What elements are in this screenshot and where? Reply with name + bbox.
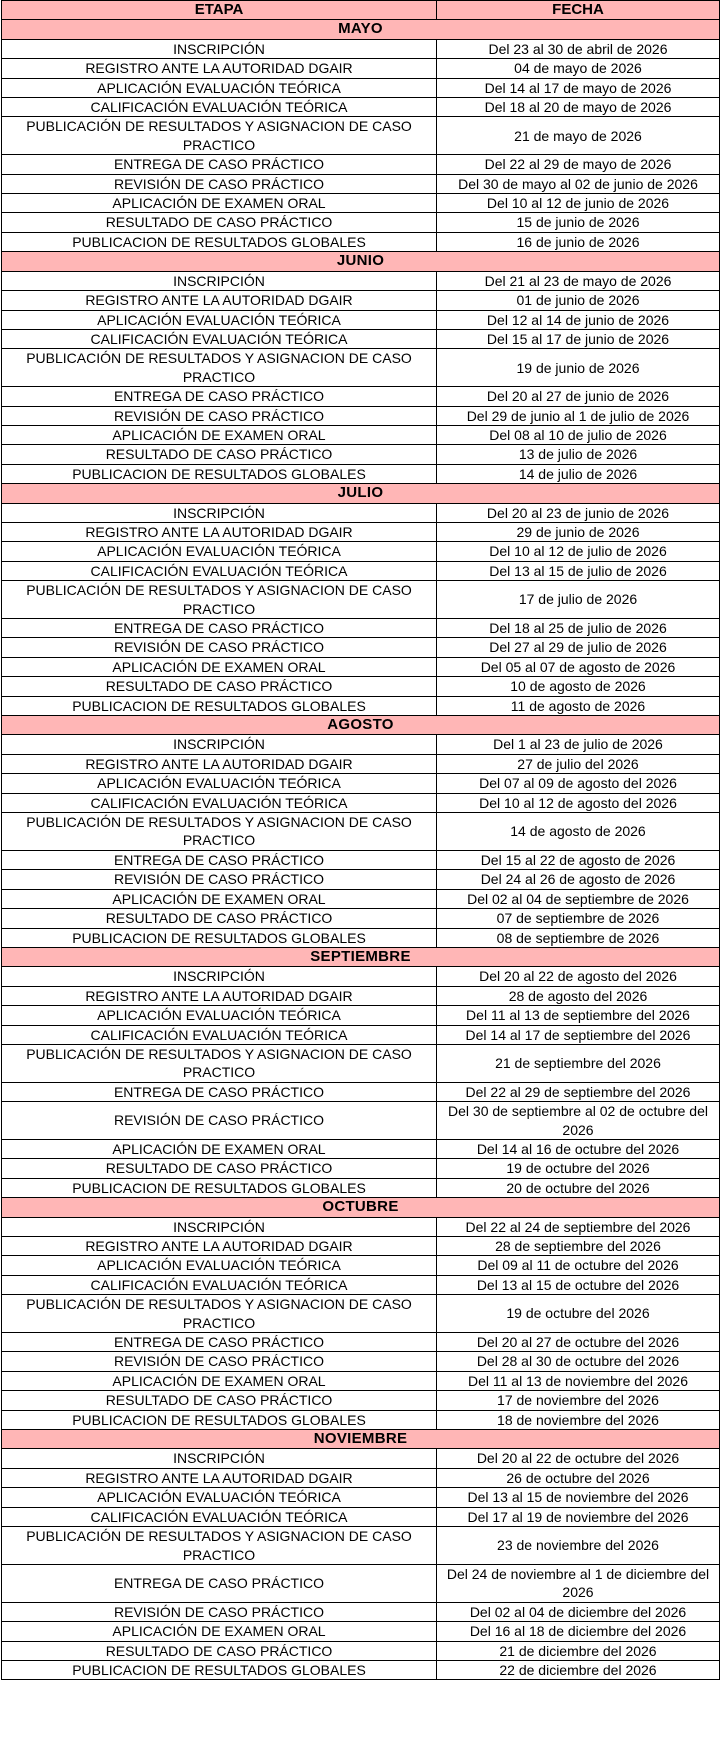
date-cell: Del 08 al 10 de julio de 2026: [437, 425, 720, 444]
date-cell: Del 20 al 22 de octubre del 2026: [437, 1449, 720, 1468]
table-row: [2, 1139, 720, 1158]
stage-cell: ENTREGA DE CASO PRÁCTICO: [2, 1333, 437, 1352]
stage-cell: REVISIÓN DE CASO PRÁCTICO: [2, 638, 437, 657]
table-row: [2, 98, 720, 117]
table-row: [2, 1641, 720, 1660]
table-row: [2, 1044, 720, 1082]
date-cell: Del 20 al 27 de octubre del 2026: [437, 1333, 720, 1352]
date-cell: Del 11 al 13 de noviembre del 2026: [437, 1371, 720, 1390]
date-cell: 19 de octubre del 2026: [437, 1295, 720, 1333]
date-cell: 18 de noviembre del 2026: [437, 1410, 720, 1429]
stage-cell: APLICACIÓN DE EXAMEN ORAL: [2, 1371, 437, 1390]
stage-cell: REGISTRO ANTE LA AUTORIDAD DGAIR: [2, 1237, 437, 1256]
stage-cell: REGISTRO ANTE LA AUTORIDAD DGAIR: [2, 1468, 437, 1487]
stage-cell: APLICACIÓN DE EXAMEN ORAL: [2, 1139, 437, 1158]
table-row: [2, 1237, 720, 1256]
stage-cell: APLICACIÓN EVALUACIÓN TEÓRICA: [2, 1488, 437, 1507]
stage-cell: PUBLICACION DE RESULTADOS GLOBALES: [2, 464, 437, 483]
table-row: [2, 425, 720, 444]
table-row: [2, 406, 720, 425]
stage-cell: ENTREGA DE CASO PRÁCTICO: [2, 155, 437, 174]
stage-cell: PUBLICACIÓN DE RESULTADOS Y ASIGNACION DE CASO PRACTICO: [2, 1527, 437, 1565]
date-cell: Del 10 al 12 de agosto del 2026: [437, 793, 720, 812]
stage-cell: PUBLICACIÓN DE RESULTADOS Y ASIGNACION DE CASO PRACTICO: [2, 117, 437, 155]
stage-cell: ENTREGA DE CASO PRÁCTICO: [2, 387, 437, 406]
table-row: [2, 619, 720, 638]
month-heading: AGOSTO: [2, 716, 720, 735]
table-row: [2, 1391, 720, 1410]
stage-cell: RESULTADO DE CASO PRÁCTICO: [2, 1641, 437, 1660]
stage-cell: CALIFICACIÓN EVALUACIÓN TEÓRICA: [2, 98, 437, 117]
table-row: [2, 310, 720, 329]
date-cell: Del 17 al 19 de noviembre del 2026: [437, 1507, 720, 1526]
date-cell: Del 29 de junio al 1 de julio de 2026: [437, 406, 720, 425]
stage-cell: CALIFICACIÓN EVALUACIÓN TEÓRICA: [2, 1275, 437, 1294]
table-row: [2, 59, 720, 78]
date-cell: 27 de julio del 2026: [437, 754, 720, 773]
date-cell: 22 de diciembre del 2026: [437, 1660, 720, 1679]
date-cell: Del 05 al 07 de agosto de 2026: [437, 657, 720, 676]
table-row: [2, 194, 720, 213]
table-row: [2, 1006, 720, 1025]
date-cell: Del 14 al 17 de mayo de 2026: [437, 78, 720, 97]
date-cell: Del 16 al 18 de diciembre del 2026: [437, 1622, 720, 1641]
date-cell: 21 de mayo de 2026: [437, 117, 720, 155]
date-cell: Del 18 al 25 de julio de 2026: [437, 619, 720, 638]
stage-cell: CALIFICACIÓN EVALUACIÓN TEÓRICA: [2, 1507, 437, 1526]
table-row: [2, 1025, 720, 1044]
stage-cell: PUBLICACIÓN DE RESULTADOS Y ASIGNACION DE CASO PRACTICO: [2, 813, 437, 851]
table-row: [2, 1602, 720, 1621]
table-row: [2, 754, 720, 773]
date-cell: 16 de junio de 2026: [437, 232, 720, 251]
stage-cell: REVISIÓN DE CASO PRÁCTICO: [2, 1102, 437, 1140]
date-cell: Del 22 al 29 de septiembre del 2026: [437, 1082, 720, 1101]
table-row: [2, 329, 720, 348]
month-heading: NOVIEMBRE: [2, 1430, 720, 1449]
header-etapa: ETAPA: [2, 1, 437, 20]
stage-cell: REVISIÓN DE CASO PRÁCTICO: [2, 1602, 437, 1621]
date-cell: 10 de agosto de 2026: [437, 677, 720, 696]
stage-cell: REVISIÓN DE CASO PRÁCTICO: [2, 870, 437, 889]
stage-cell: INSCRIPCIÓN: [2, 271, 437, 290]
table-row: [2, 1102, 720, 1140]
month-heading: OCTUBRE: [2, 1198, 720, 1217]
month-heading: SEPTIEMBRE: [2, 947, 720, 966]
table-row: [2, 793, 720, 812]
stage-cell: APLICACIÓN EVALUACIÓN TEÓRICA: [2, 310, 437, 329]
stage-cell: PUBLICACION DE RESULTADOS GLOBALES: [2, 1410, 437, 1429]
table-row: [2, 542, 720, 561]
stage-cell: APLICACIÓN DE EXAMEN ORAL: [2, 425, 437, 444]
table-row: [2, 1275, 720, 1294]
stage-cell: INSCRIPCIÓN: [2, 1217, 437, 1236]
stage-cell: REVISIÓN DE CASO PRÁCTICO: [2, 406, 437, 425]
stage-cell: REGISTRO ANTE LA AUTORIDAD DGAIR: [2, 522, 437, 541]
month-row: [2, 484, 720, 503]
table-row: [2, 677, 720, 696]
stage-cell: PUBLICACIÓN DE RESULTADOS Y ASIGNACION DE CASO PRACTICO: [2, 1044, 437, 1082]
table-row: [2, 1217, 720, 1236]
stage-cell: RESULTADO DE CASO PRÁCTICO: [2, 909, 437, 928]
date-cell: 28 de septiembre del 2026: [437, 1237, 720, 1256]
stage-cell: RESULTADO DE CASO PRÁCTICO: [2, 213, 437, 232]
date-cell: Del 30 de mayo al 02 de junio de 2026: [437, 174, 720, 193]
stage-cell: CALIFICACIÓN EVALUACIÓN TEÓRICA: [2, 1025, 437, 1044]
date-cell: Del 24 al 26 de agosto de 2026: [437, 870, 720, 889]
table-row: [2, 928, 720, 947]
date-cell: 19 de junio de 2026: [437, 349, 720, 387]
table-row: [2, 889, 720, 908]
month-row: [2, 1430, 720, 1449]
date-cell: Del 10 al 12 de julio de 2026: [437, 542, 720, 561]
date-cell: Del 22 al 29 de mayo de 2026: [437, 155, 720, 174]
stage-cell: INSCRIPCIÓN: [2, 39, 437, 58]
table-row: [2, 291, 720, 310]
month-row: [2, 20, 720, 39]
date-cell: Del 24 de noviembre al 1 de diciembre del 2026: [437, 1564, 720, 1602]
date-cell: Del 02 al 04 de diciembre del 2026: [437, 1602, 720, 1621]
stage-cell: APLICACIÓN EVALUACIÓN TEÓRICA: [2, 1006, 437, 1025]
stage-cell: CALIFICACIÓN EVALUACIÓN TEÓRICA: [2, 561, 437, 580]
stage-cell: PUBLICACION DE RESULTADOS GLOBALES: [2, 1178, 437, 1197]
table-header: [2, 1, 720, 20]
date-cell: 29 de junio de 2026: [437, 522, 720, 541]
table-row: [2, 774, 720, 793]
table-row: [2, 445, 720, 464]
month-heading: JULIO: [2, 484, 720, 503]
stage-cell: RESULTADO DE CASO PRÁCTICO: [2, 1391, 437, 1410]
table-row: [2, 1449, 720, 1468]
date-cell: 17 de julio de 2026: [437, 581, 720, 619]
date-cell: Del 15 al 22 de agosto de 2026: [437, 850, 720, 869]
schedule-table: [1, 0, 720, 1680]
date-cell: 21 de diciembre del 2026: [437, 1641, 720, 1660]
table-row: [2, 78, 720, 97]
date-cell: Del 23 al 30 de abril de 2026: [437, 39, 720, 58]
stage-cell: PUBLICACIÓN DE RESULTADOS Y ASIGNACION DE CASO PRACTICO: [2, 349, 437, 387]
month-row: [2, 947, 720, 966]
month-row: [2, 716, 720, 735]
table-row: [2, 1468, 720, 1487]
stage-cell: ENTREGA DE CASO PRÁCTICO: [2, 1564, 437, 1602]
date-cell: Del 10 al 12 de junio de 2026: [437, 194, 720, 213]
date-cell: Del 18 al 20 de mayo de 2026: [437, 98, 720, 117]
table-row: [2, 1488, 720, 1507]
date-cell: 08 de septiembre de 2026: [437, 928, 720, 947]
table-row: [2, 174, 720, 193]
date-cell: Del 14 al 17 de septiembre del 2026: [437, 1025, 720, 1044]
stage-cell: RESULTADO DE CASO PRÁCTICO: [2, 445, 437, 464]
stage-cell: APLICACIÓN EVALUACIÓN TEÓRICA: [2, 1256, 437, 1275]
date-cell: 14 de julio de 2026: [437, 464, 720, 483]
stage-cell: APLICACIÓN EVALUACIÓN TEÓRICA: [2, 78, 437, 97]
date-cell: Del 14 al 16 de octubre del 2026: [437, 1139, 720, 1158]
table-row: [2, 657, 720, 676]
month-row: [2, 252, 720, 271]
table-row: [2, 909, 720, 928]
table-row: [2, 638, 720, 657]
stage-cell: PUBLICACION DE RESULTADOS GLOBALES: [2, 928, 437, 947]
stage-cell: RESULTADO DE CASO PRÁCTICO: [2, 677, 437, 696]
date-cell: 17 de noviembre del 2026: [437, 1391, 720, 1410]
stage-cell: REGISTRO ANTE LA AUTORIDAD DGAIR: [2, 754, 437, 773]
table-row: [2, 1333, 720, 1352]
date-cell: Del 20 al 22 de agosto del 2026: [437, 967, 720, 986]
stage-cell: APLICACIÓN DE EXAMEN ORAL: [2, 889, 437, 908]
table-row: [2, 1527, 720, 1565]
date-cell: 11 de agosto de 2026: [437, 696, 720, 715]
date-cell: Del 27 al 29 de julio de 2026: [437, 638, 720, 657]
month-row: [2, 1198, 720, 1217]
stage-cell: REGISTRO ANTE LA AUTORIDAD DGAIR: [2, 291, 437, 310]
stage-cell: INSCRIPCIÓN: [2, 967, 437, 986]
stage-cell: APLICACIÓN EVALUACIÓN TEÓRICA: [2, 774, 437, 793]
table-row: [2, 1410, 720, 1429]
stage-cell: REGISTRO ANTE LA AUTORIDAD DGAIR: [2, 986, 437, 1005]
table-row: [2, 1507, 720, 1526]
table-row: [2, 1622, 720, 1641]
table-row: [2, 232, 720, 251]
table-row: [2, 503, 720, 522]
stage-cell: PUBLICACION DE RESULTADOS GLOBALES: [2, 232, 437, 251]
table-row: [2, 870, 720, 889]
table-row: [2, 39, 720, 58]
table-row: [2, 1564, 720, 1602]
table-row: [2, 986, 720, 1005]
date-cell: 14 de agosto de 2026: [437, 813, 720, 851]
table-row: [2, 581, 720, 619]
date-cell: Del 22 al 24 de septiembre del 2026: [437, 1217, 720, 1236]
date-cell: 15 de junio de 2026: [437, 213, 720, 232]
table-row: [2, 561, 720, 580]
stage-cell: PUBLICACIÓN DE RESULTADOS Y ASIGNACION DE CASO PRACTICO: [2, 581, 437, 619]
stage-cell: PUBLICACION DE RESULTADOS GLOBALES: [2, 696, 437, 715]
stage-cell: ENTREGA DE CASO PRÁCTICO: [2, 1082, 437, 1101]
table-row: [2, 271, 720, 290]
date-cell: 01 de junio de 2026: [437, 291, 720, 310]
date-cell: Del 21 al 23 de mayo de 2026: [437, 271, 720, 290]
stage-cell: APLICACIÓN DE EXAMEN ORAL: [2, 657, 437, 676]
header-row: [2, 1, 720, 20]
table-row: [2, 1256, 720, 1275]
stage-cell: APLICACIÓN DE EXAMEN ORAL: [2, 194, 437, 213]
date-cell: Del 1 al 23 de julio de 2026: [437, 735, 720, 754]
table-row: [2, 1660, 720, 1679]
table-row: [2, 1295, 720, 1333]
table-row: [2, 1352, 720, 1371]
table-row: [2, 1082, 720, 1101]
month-heading: MAYO: [2, 20, 720, 39]
date-cell: 26 de octubre del 2026: [437, 1468, 720, 1487]
date-cell: 21 de septiembre del 2026: [437, 1044, 720, 1082]
stage-cell: REVISIÓN DE CASO PRÁCTICO: [2, 1352, 437, 1371]
date-cell: 13 de julio de 2026: [437, 445, 720, 464]
stage-cell: APLICACIÓN EVALUACIÓN TEÓRICA: [2, 542, 437, 561]
table-row: [2, 813, 720, 851]
date-cell: Del 20 al 27 de junio de 2026: [437, 387, 720, 406]
stage-cell: APLICACIÓN DE EXAMEN ORAL: [2, 1622, 437, 1641]
table-body: [2, 20, 720, 1680]
table-row: [2, 1371, 720, 1390]
table-row: [2, 967, 720, 986]
stage-cell: RESULTADO DE CASO PRÁCTICO: [2, 1159, 437, 1178]
table-row: [2, 155, 720, 174]
stage-cell: REGISTRO ANTE LA AUTORIDAD DGAIR: [2, 59, 437, 78]
table-row: [2, 1159, 720, 1178]
date-cell: Del 13 al 15 de julio de 2026: [437, 561, 720, 580]
table-row: [2, 696, 720, 715]
stage-cell: ENTREGA DE CASO PRÁCTICO: [2, 619, 437, 638]
table-row: [2, 735, 720, 754]
stage-cell: CALIFICACIÓN EVALUACIÓN TEÓRICA: [2, 329, 437, 348]
date-cell: Del 09 al 11 de octubre del 2026: [437, 1256, 720, 1275]
date-cell: Del 02 al 04 de septiembre de 2026: [437, 889, 720, 908]
table-row: [2, 349, 720, 387]
stage-cell: PUBLICACIÓN DE RESULTADOS Y ASIGNACION DE CASO PRACTICO: [2, 1295, 437, 1333]
date-cell: Del 28 al 30 de octubre del 2026: [437, 1352, 720, 1371]
table-row: [2, 117, 720, 155]
stage-cell: CALIFICACIÓN EVALUACIÓN TEÓRICA: [2, 793, 437, 812]
date-cell: Del 30 de septiembre al 02 de octubre del 2026: [437, 1102, 720, 1140]
date-cell: Del 07 al 09 de agosto del 2026: [437, 774, 720, 793]
date-cell: 23 de noviembre del 2026: [437, 1527, 720, 1565]
date-cell: 07 de septiembre de 2026: [437, 909, 720, 928]
table-row: [2, 1178, 720, 1197]
table-row: [2, 850, 720, 869]
date-cell: 20 de octubre del 2026: [437, 1178, 720, 1197]
date-cell: Del 11 al 13 de septiembre del 2026: [437, 1006, 720, 1025]
date-cell: Del 12 al 14 de junio de 2026: [437, 310, 720, 329]
month-heading: JUNIO: [2, 252, 720, 271]
date-cell: 28 de agosto del 2026: [437, 986, 720, 1005]
table-row: [2, 387, 720, 406]
stage-cell: PUBLICACION DE RESULTADOS GLOBALES: [2, 1660, 437, 1679]
stage-cell: INSCRIPCIÓN: [2, 1449, 437, 1468]
date-cell: Del 20 al 23 de junio de 2026: [437, 503, 720, 522]
table-row: [2, 522, 720, 541]
date-cell: Del 15 al 17 de junio de 2026: [437, 329, 720, 348]
stage-cell: ENTREGA DE CASO PRÁCTICO: [2, 850, 437, 869]
date-cell: 19 de octubre del 2026: [437, 1159, 720, 1178]
header-fecha: FECHA: [437, 1, 720, 20]
stage-cell: REVISIÓN DE CASO PRÁCTICO: [2, 174, 437, 193]
table-row: [2, 213, 720, 232]
stage-cell: INSCRIPCIÓN: [2, 503, 437, 522]
table-row: [2, 464, 720, 483]
date-cell: 04 de mayo de 2026: [437, 59, 720, 78]
date-cell: Del 13 al 15 de noviembre del 2026: [437, 1488, 720, 1507]
date-cell: Del 13 al 15 de octubre del 2026: [437, 1275, 720, 1294]
stage-cell: INSCRIPCIÓN: [2, 735, 437, 754]
